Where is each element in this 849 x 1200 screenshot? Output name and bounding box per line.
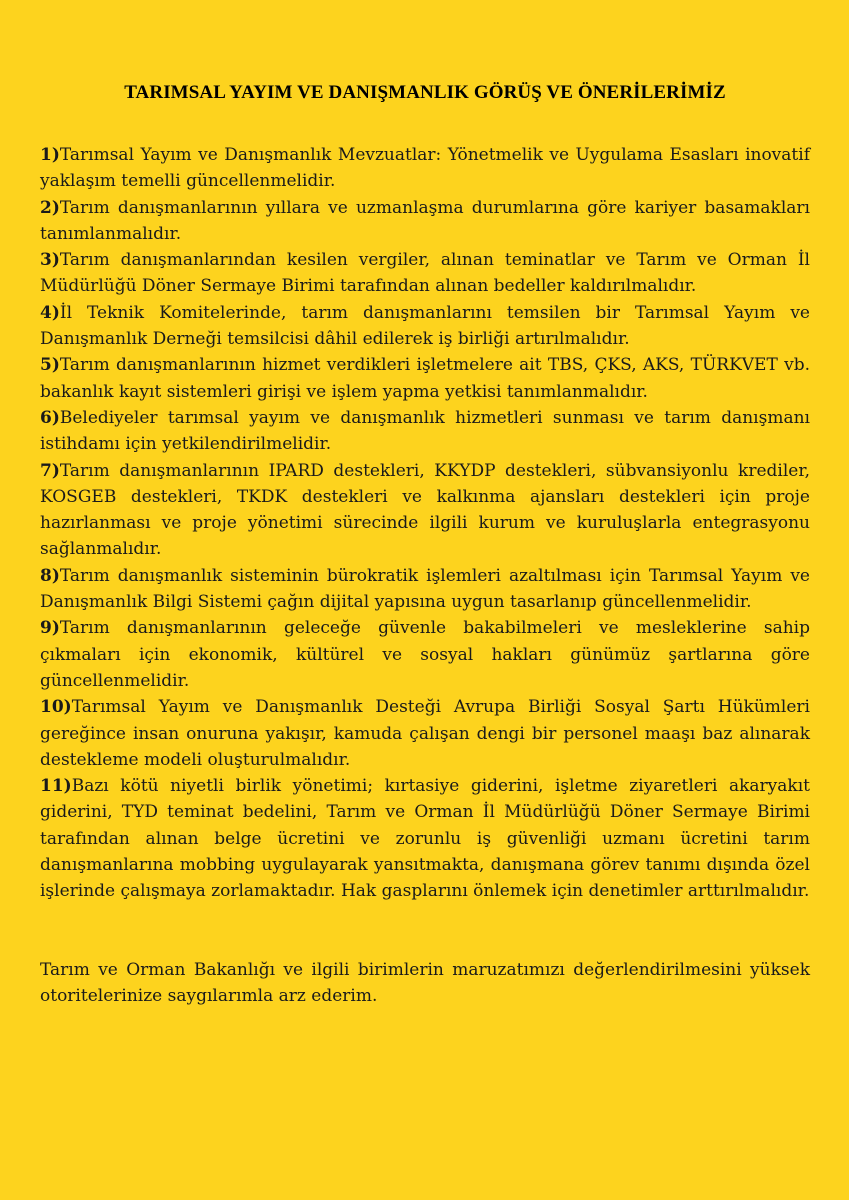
item-number: 6) — [40, 407, 60, 428]
item-number: 1) — [40, 145, 60, 165]
item-text: Tarım danışmanlık sisteminin bürokratik işlemleri azaltılması için Tarımsal Yayım ve Danışmanlık Bilgi Sistemi çağın dijital yapısına uygun tasarlanıp güncellenmelidir. — [40, 565, 810, 613]
item-number: 3) — [40, 250, 60, 271]
item-text: Bazı kötü niyetli birlik yönetimi; kırtasiye giderini, işletme ziyaretleri akaryakıt giderini, TYD teminat bedelini, Tarım ve Orman İl Müdürlüğü Döner Sermaye Birimi tarafından alınan belge ücretini ve zorunlu iş güvenliği uzmanı ücretini tarım danışmanlarına mobbing uygulayarak yansıtmakta, danışmana görev tanımı dışında özel işlerinde çalışmaya zorlamaktadır. Hak gasplarını önlemek için denetimler arttırılmalıdır. — [40, 776, 810, 902]
list-item — [40, 195, 810, 248]
list-item — [40, 458, 810, 563]
item-text: Tarımsal Yayım ve Danışmanlık Mevzuatlar: Yönetmelik ve Uygulama Esasları inovatif yaklaşım temelli güncellenmelidir. — [40, 145, 810, 192]
list-item — [40, 352, 810, 405]
item-number: 8) — [40, 565, 60, 586]
item-text: Tarım danışmanlarından kesilen vergiler, alınan teminatlar ve Tarım ve Orman İl Müdürlüğü Döner Sermaye Birimi tarafından alınan bedeller kaldırılmalıdır. — [40, 250, 810, 297]
item-text: Tarım danışmanlarının yıllara ve uzmanlaşma durumlarına göre kariyer basamakları tanımlanmalıdır. — [40, 197, 810, 244]
item-number: 4) — [40, 302, 60, 323]
list-item — [40, 694, 810, 773]
item-text: Tarım danışmanlarının geleceğe güvenle bakabilmeleri ve mesleklerine sahip çıkmaları için ekonomik, kültürel ve sosyal hakları günümüz şartlarına göre güncellenmelidir. — [40, 618, 810, 691]
list-item — [40, 247, 810, 300]
list-item — [40, 563, 810, 616]
document-title: TARIMSAL YAYIM VE DANIŞMANLIK GÖRÜŞ VE ÖNERİLERİMİZ — [124, 82, 726, 103]
item-text: Tarım danışmanlarının IPARD destekleri, KKYDP destekleri, sübvansiyonlu krediler, KOSGEB destekleri, TKDK destekleri ve kalkınma ajansları destekleri için proje hazırlanması ve proje yönetimi sürecinde ilgili kurum ve kuruluşlarla entegrasyonu sağlanmalıdır. — [40, 460, 810, 560]
item-text: İl Teknik Komitelerinde, tarım danışmanlarını temsilen bir Tarımsal Yayım ve Danışmanlık Derneği temsilcisi dâhil edilerek iş birliği artırılmalıdır. — [40, 302, 810, 350]
list-item — [40, 773, 810, 904]
item-number: 7) — [40, 460, 60, 481]
item-text: Tarım danışmanlarının hizmet verdikleri işletmelere ait TBS, ÇKS, AKS, TÜRKVET vb. bakanlık kayıt sistemleri girişi ve işlem yapma yetkisi tanımlanmalıdır. — [40, 355, 810, 402]
item-text: Belediyeler tarımsal yayım ve danışmanlık hizmetleri sunması ve tarım danışmanı istihdamı için yetkilendirilmelidir. — [40, 407, 810, 455]
item-number: 10) — [40, 697, 72, 718]
list-item — [40, 615, 810, 694]
item-number: 5) — [40, 355, 60, 376]
item-number: 2) — [40, 197, 60, 218]
recommendation-list — [40, 142, 810, 905]
list-item — [40, 300, 810, 353]
document-page — [40, 82, 810, 1009]
item-number: 11) — [40, 776, 72, 797]
item-number: 9) — [40, 618, 60, 639]
closing-paragraph: Tarım ve Orman Bakanlığı ve ilgili birimlerin maruzatımızı değerlendirilmesini yüksek otoritelerinize saygılarımla arz ederim. — [40, 959, 810, 1006]
list-item — [40, 405, 810, 458]
item-text: Tarımsal Yayım ve Danışmanlık Desteği Avrupa Birliği Sosyal Şartı Hükümleri gereğince insan onuruna yakışır, kamuda çalışan dengi bir personel maaşı baz alınarak destekleme modeli oluşturulmalıdır. — [40, 697, 810, 770]
list-item — [40, 142, 810, 195]
